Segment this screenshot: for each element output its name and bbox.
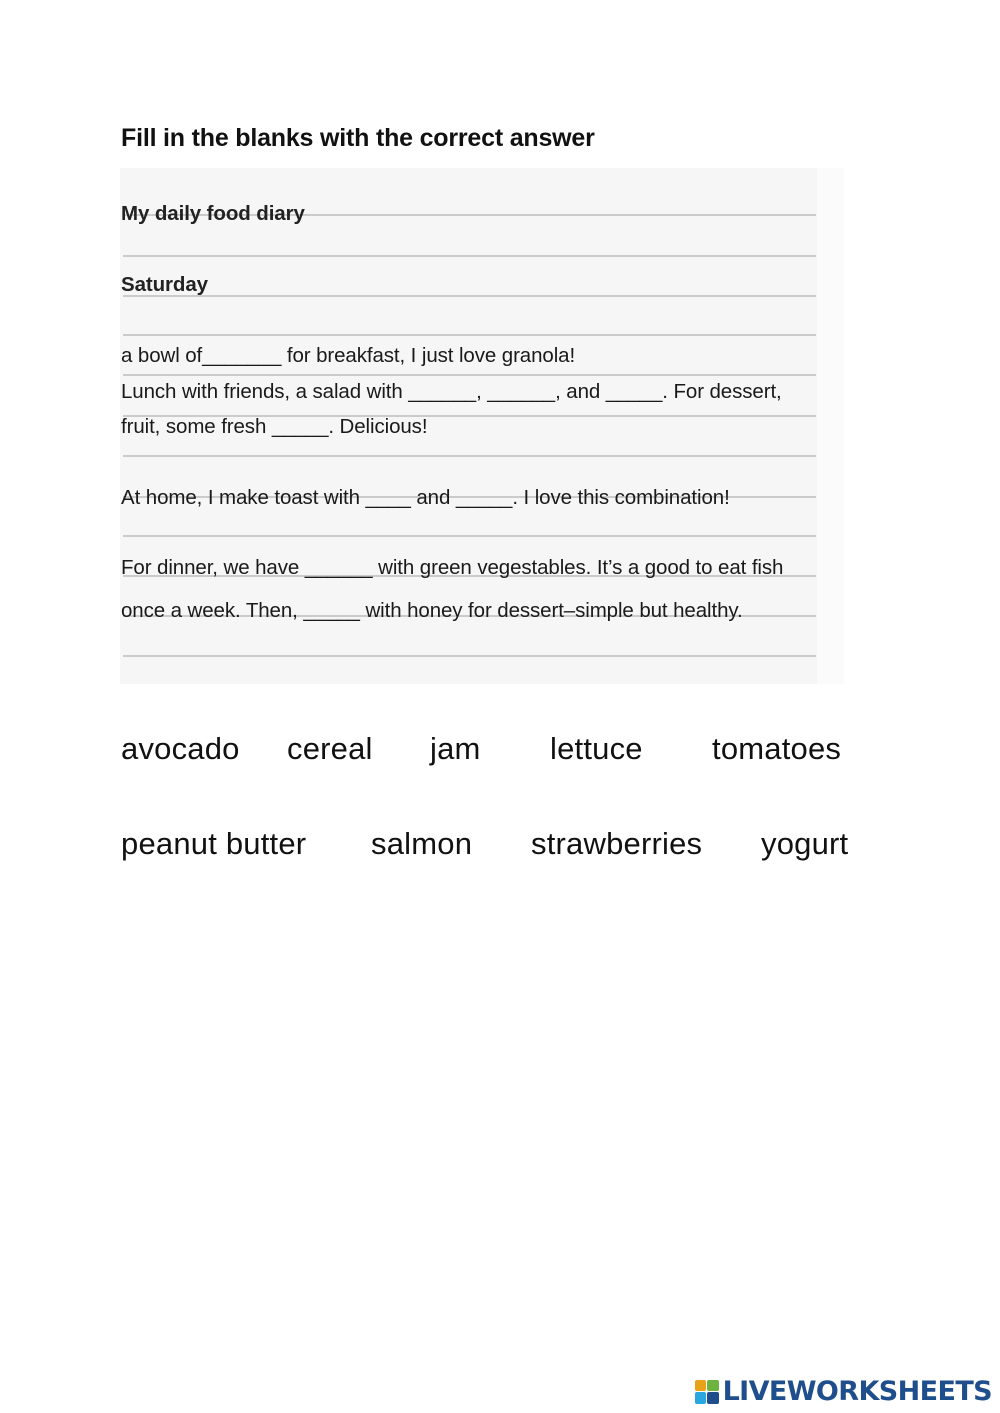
ruled-line bbox=[123, 655, 816, 657]
logo-tile bbox=[695, 1380, 707, 1392]
ruled-line bbox=[123, 255, 816, 257]
diary-line-breakfast: a bowl of_______ for breakfast, I just love granola! bbox=[121, 344, 576, 367]
diary-line-dinner: For dinner, we have ______ with green vegestables. It’s a good to eat fish bbox=[121, 556, 784, 579]
liveworksheets-logo-icon bbox=[695, 1380, 719, 1404]
logo-tile bbox=[707, 1380, 719, 1392]
diary-title: My daily food diary bbox=[121, 202, 305, 225]
diary-line-honey: once a week. Then, _____ with honey for dessert–simple but healthy. bbox=[121, 599, 743, 622]
ruled-line bbox=[123, 334, 816, 336]
word-bank-item: avocado bbox=[121, 731, 240, 766]
word-bank-item: yogurt bbox=[761, 826, 849, 861]
diary-line-toast: At home, I make toast with ____ and _____. I love this combination! bbox=[121, 486, 730, 509]
brand-name: LIVEWORKSHEETS bbox=[722, 1376, 992, 1407]
word-bank-item: cereal bbox=[287, 731, 373, 766]
ruled-line bbox=[123, 455, 816, 457]
ruled-line bbox=[123, 295, 816, 297]
diary-line-lunch: Lunch with friends, a salad with ______, ______, and _____. For dessert, bbox=[121, 380, 782, 403]
diary-day: Saturday bbox=[121, 273, 208, 296]
word-bank-item: tomatoes bbox=[712, 731, 842, 766]
word-bank-item: salmon bbox=[371, 826, 473, 861]
word-bank-item: jam bbox=[430, 731, 481, 766]
ruled-line bbox=[123, 535, 816, 537]
ruled-line bbox=[123, 374, 816, 376]
panel-edge bbox=[817, 168, 844, 684]
liveworksheets-logo bbox=[695, 1376, 992, 1407]
word-bank-item: peanut butter bbox=[121, 826, 307, 861]
instruction-heading: Fill in the blanks with the correct answer bbox=[121, 124, 595, 152]
word-bank-item: strawberries bbox=[531, 826, 703, 861]
diary-line-dessert: fruit, some fresh _____. Delicious! bbox=[121, 415, 428, 438]
logo-tile bbox=[695, 1392, 707, 1404]
logo-tile bbox=[707, 1392, 719, 1404]
word-bank-item: lettuce bbox=[550, 731, 643, 766]
